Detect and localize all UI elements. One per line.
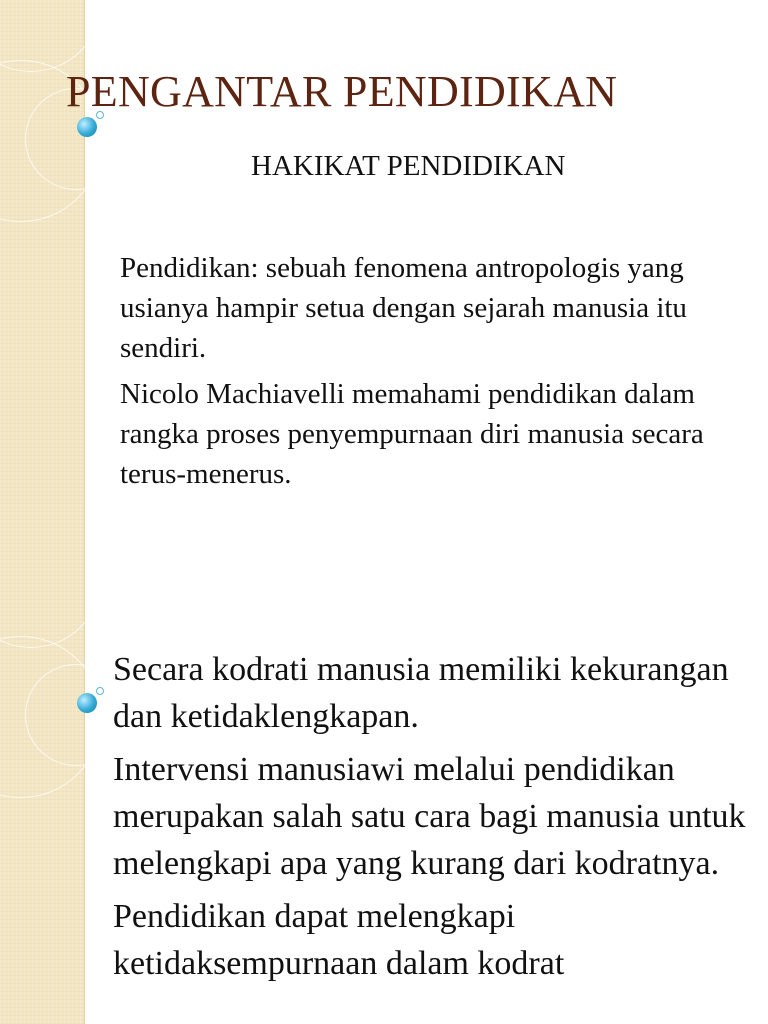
slide-title: PENGANTAR PENDIDIKAN <box>66 67 618 116</box>
decorative-orb-icon <box>96 687 104 695</box>
side-decoration-band <box>0 576 85 1024</box>
paragraph: Nicolo Machiavelli memahami pendidikan dalam rangka proses penyempurnaan diri manusia secara terus-menerus. <box>120 378 704 490</box>
decorative-orb-icon <box>77 117 97 137</box>
paragraph: Intervensi manusiawi melalui pendidikan merupakan salah satu cara bagi manusia untuk melengkapi apa yang kurang dari kodratnya. <box>113 751 746 882</box>
decorative-orb-icon <box>77 693 97 713</box>
paragraph: Pendidikan: sebuah fenomena antropologis yang usianya hampir setua dengan sejarah manusia itu sendiri. <box>120 252 687 364</box>
slide-subtitle: HAKIKAT PENDIDIKAN <box>251 150 566 182</box>
paragraph: Secara kodrati manusia memiliki kekurangan dan ketidaklengkapan. <box>113 651 729 735</box>
slide-body <box>113 646 753 993</box>
slide-2 <box>0 576 768 1024</box>
decorative-ring-icon <box>0 636 102 798</box>
slide-body <box>120 248 740 500</box>
paragraph: Pendidikan dapat melengkapi ketidaksempurnaan dalam kodrat <box>113 898 565 982</box>
